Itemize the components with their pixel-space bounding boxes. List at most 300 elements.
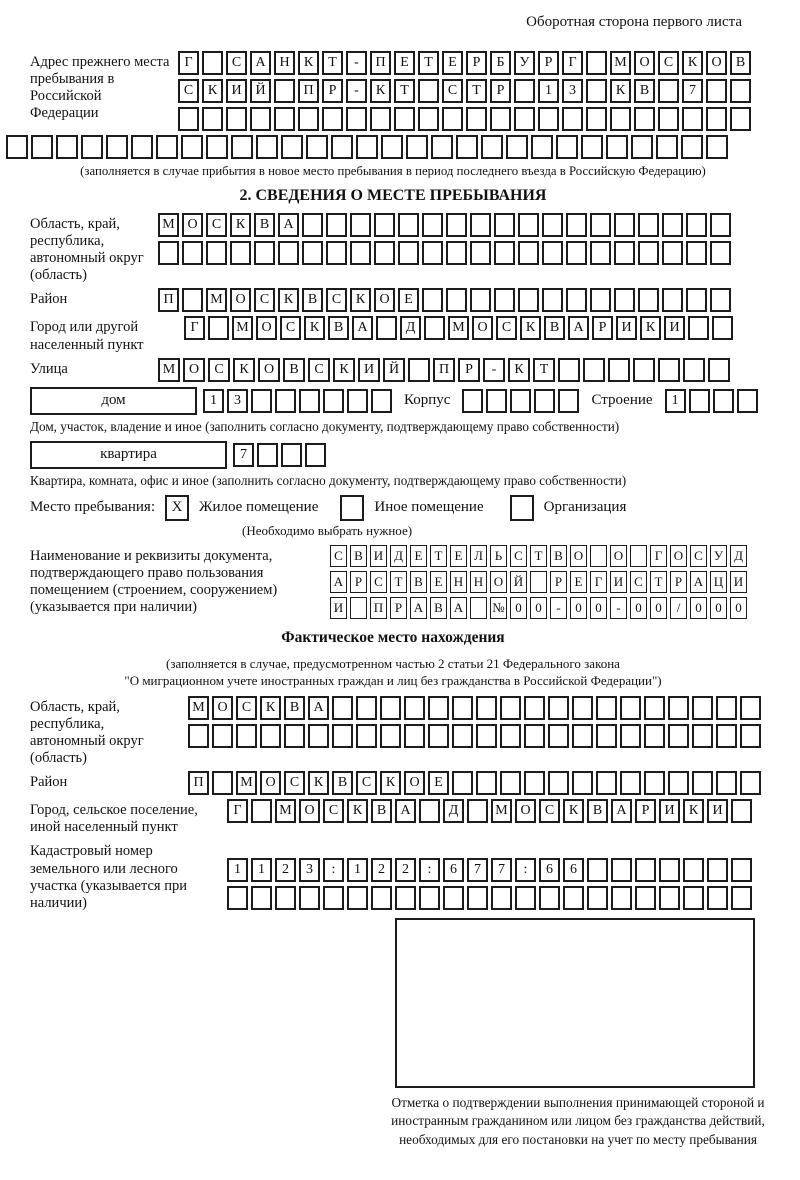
char-cell — [638, 213, 659, 237]
char-cell: 6 — [443, 858, 464, 882]
char-cell — [323, 389, 344, 413]
char-cell: 0 — [690, 597, 707, 619]
char-cell — [322, 107, 343, 131]
char-cell — [686, 213, 707, 237]
char-cell — [539, 886, 560, 910]
char-cell — [370, 107, 391, 131]
char-cell — [257, 443, 278, 467]
char-cell — [731, 858, 752, 882]
char-cell — [524, 724, 545, 748]
char-cell — [558, 358, 580, 382]
char-cell — [467, 886, 488, 910]
char-cell — [706, 135, 728, 159]
char-cell: - — [483, 358, 505, 382]
dom-caption: Дом, участок, владение и иное (заполнить согласно документу, подтверждающему право собственности) — [30, 418, 620, 434]
char-cell: С — [280, 316, 301, 340]
char-cell: Н — [470, 571, 487, 593]
char-cell: С — [208, 358, 230, 382]
char-cell: Р — [466, 51, 487, 75]
s2-ulitsa-boxes — [158, 358, 730, 382]
char-cell — [260, 724, 281, 748]
char-cell: С — [236, 696, 257, 720]
char-cell — [326, 241, 347, 265]
char-cell: П — [370, 51, 391, 75]
char-cell — [515, 886, 536, 910]
char-cell: М — [232, 316, 253, 340]
char-cell — [662, 288, 683, 312]
char-cell — [614, 241, 635, 265]
char-cell: Г — [184, 316, 205, 340]
char-cell: М — [610, 51, 631, 75]
char-cell — [208, 316, 229, 340]
char-cell — [424, 316, 445, 340]
char-cell — [490, 107, 511, 131]
char-cell: Й — [383, 358, 405, 382]
char-cell — [659, 886, 680, 910]
char-cell: П — [370, 597, 387, 619]
char-cell — [524, 771, 545, 795]
char-cell — [644, 771, 665, 795]
char-cell — [510, 389, 531, 413]
prev-address-note: (заполняется в случае прибытия в новое место пребывания в период последнего въезда в Российскую Федерацию) — [80, 164, 706, 178]
char-cell — [682, 107, 703, 131]
s2-kvartira-row — [30, 441, 756, 469]
char-cell — [606, 135, 628, 159]
char-cell — [558, 389, 579, 413]
char-cell: Е — [428, 771, 449, 795]
char-cell — [206, 241, 227, 265]
char-cell — [730, 107, 751, 131]
char-cell — [631, 135, 653, 159]
fact-oblast-boxes-1 — [188, 696, 761, 720]
char-cell — [452, 771, 473, 795]
char-cell — [572, 696, 593, 720]
mesto-row — [30, 495, 756, 521]
char-cell: Р — [635, 799, 656, 823]
section2-title: 2. СВЕДЕНИЯ О МЕСТЕ ПРЕБЫВАНИЯ — [239, 187, 547, 204]
char-cell: В — [302, 288, 323, 312]
char-cell: И — [610, 571, 627, 593]
char-cell — [281, 135, 303, 159]
char-cell: С — [370, 571, 387, 593]
char-cell: К — [520, 316, 541, 340]
char-cell — [467, 799, 488, 823]
char-cell — [371, 389, 392, 413]
checkbox-inoe — [340, 495, 364, 521]
char-cell — [586, 107, 607, 131]
char-cell — [737, 389, 758, 413]
char-cell: О — [570, 545, 587, 567]
char-cell — [683, 358, 705, 382]
doc-row-3 — [330, 597, 747, 619]
char-cell: В — [634, 79, 655, 103]
char-cell — [202, 107, 223, 131]
korpus-boxes — [462, 389, 579, 413]
char-cell: Д — [730, 545, 747, 567]
s2-oblast-boxes-1 — [158, 213, 731, 237]
char-cell: К — [508, 358, 530, 382]
char-cell: 0 — [510, 597, 527, 619]
char-cell — [278, 241, 299, 265]
option-organizatsiya-label: Организация — [543, 499, 627, 516]
char-cell: Т — [418, 51, 439, 75]
char-cell — [380, 724, 401, 748]
char-cell — [630, 545, 647, 567]
char-cell: К — [202, 79, 223, 103]
char-cell: Л — [470, 545, 487, 567]
char-cell — [356, 696, 377, 720]
s2-ulitsa-label: Улица — [30, 360, 68, 377]
s2-raion-boxes — [158, 288, 731, 312]
char-cell — [548, 771, 569, 795]
char-cell: У — [710, 545, 727, 567]
char-cell — [590, 213, 611, 237]
char-cell: И — [616, 316, 637, 340]
char-cell: : — [323, 858, 344, 882]
char-cell — [486, 389, 507, 413]
char-cell: С — [539, 799, 560, 823]
char-cell: Т — [533, 358, 555, 382]
char-cell — [226, 107, 247, 131]
char-cell: 0 — [730, 597, 747, 619]
char-cell — [371, 886, 392, 910]
char-cell — [419, 799, 440, 823]
char-cell: С — [206, 213, 227, 237]
char-cell — [481, 135, 503, 159]
char-cell — [692, 771, 713, 795]
char-cell — [106, 135, 128, 159]
char-cell: 6 — [539, 858, 560, 882]
char-cell — [470, 213, 491, 237]
char-cell — [683, 858, 704, 882]
char-cell — [611, 858, 632, 882]
char-cell: А — [568, 316, 589, 340]
char-cell — [635, 858, 656, 882]
char-cell: О — [490, 571, 507, 593]
char-cell — [212, 771, 233, 795]
char-cell: Н — [450, 571, 467, 593]
char-cell — [620, 771, 641, 795]
char-cell: 1 — [665, 389, 686, 413]
char-cell: А — [330, 571, 347, 593]
char-cell — [206, 135, 228, 159]
char-cell — [56, 135, 78, 159]
char-cell — [712, 316, 733, 340]
doc-row-2 — [330, 571, 747, 593]
char-cell — [518, 241, 539, 265]
char-cell — [308, 724, 329, 748]
char-cell — [587, 886, 608, 910]
char-cell — [707, 858, 728, 882]
char-cell — [614, 213, 635, 237]
page-corner-note: Оборотная сторона первого листа — [526, 14, 742, 30]
char-cell: К — [260, 696, 281, 720]
fact-note-line1: (заполняется в случае, предусмотренном частью 2 статьи 21 Федерального закона — [166, 655, 620, 671]
char-cell — [31, 135, 53, 159]
char-cell — [302, 241, 323, 265]
char-cell: Т — [322, 51, 343, 75]
char-cell: Й — [510, 571, 527, 593]
char-cell — [422, 288, 443, 312]
char-cell: М — [158, 213, 179, 237]
char-cell — [668, 724, 689, 748]
char-cell — [524, 696, 545, 720]
char-cell — [614, 288, 635, 312]
prev-address-row-1 — [178, 51, 751, 75]
s2-oblast-row — [30, 213, 756, 284]
char-cell — [81, 135, 103, 159]
char-cell — [566, 213, 587, 237]
char-cell — [394, 107, 415, 131]
s2-dom-row — [30, 387, 756, 415]
option-zhiloe-label: Жилое помещение — [199, 499, 319, 516]
char-cell — [231, 135, 253, 159]
char-cell — [730, 79, 751, 103]
s2-ulitsa-row — [30, 358, 756, 382]
char-cell: 7 — [682, 79, 703, 103]
char-cell — [275, 886, 296, 910]
char-cell: О — [670, 545, 687, 567]
char-cell — [251, 389, 272, 413]
char-cell: А — [410, 597, 427, 619]
char-cell — [587, 858, 608, 882]
char-cell — [182, 241, 203, 265]
char-cell — [562, 107, 583, 131]
char-cell — [274, 107, 295, 131]
char-cell: Ь — [490, 545, 507, 567]
char-cell: П — [298, 79, 319, 103]
prev-address-overflow-row — [6, 135, 756, 159]
char-cell: В — [254, 213, 275, 237]
char-cell: Г — [650, 545, 667, 567]
char-cell: А — [450, 597, 467, 619]
char-cell — [572, 771, 593, 795]
char-cell: А — [690, 571, 707, 593]
char-cell: О — [706, 51, 727, 75]
char-cell: С — [284, 771, 305, 795]
char-cell — [692, 724, 713, 748]
char-cell — [398, 241, 419, 265]
char-cell — [596, 724, 617, 748]
char-cell: О — [256, 316, 277, 340]
char-cell — [689, 389, 710, 413]
char-cell — [548, 724, 569, 748]
char-cell — [566, 241, 587, 265]
char-cell: А — [611, 799, 632, 823]
char-cell: К — [610, 79, 631, 103]
dom-number-boxes — [203, 389, 392, 413]
char-cell: Ц — [710, 571, 727, 593]
char-cell: С — [630, 571, 647, 593]
char-cell: О — [610, 545, 627, 567]
char-cell: С — [178, 79, 199, 103]
char-cell: И — [659, 799, 680, 823]
char-cell — [470, 288, 491, 312]
char-cell: 1 — [347, 858, 368, 882]
char-cell — [586, 79, 607, 103]
char-cell: В — [550, 545, 567, 567]
mesto-note: (Необходимо выбрать нужное) — [242, 522, 413, 538]
char-cell — [620, 696, 641, 720]
char-cell — [443, 886, 464, 910]
char-cell — [611, 886, 632, 910]
char-cell: В — [283, 358, 305, 382]
s2-gorod-label: Город или другой населенный пункт — [30, 319, 144, 353]
char-cell — [656, 135, 678, 159]
char-cell: С — [690, 545, 707, 567]
s2-raion-label: Район — [30, 291, 68, 308]
kvartira-type-box: квартира — [30, 441, 227, 469]
char-cell: С — [442, 79, 463, 103]
char-cell: - — [346, 51, 367, 75]
char-cell: Е — [450, 545, 467, 567]
doc-label: Наименование и реквизиты документа, подтверждающего право пользования помещением (строением, сооружением) (указывается при наличии) — [30, 547, 278, 615]
char-cell: Т — [390, 571, 407, 593]
char-cell: 1 — [227, 858, 248, 882]
char-cell — [350, 241, 371, 265]
char-cell: К — [233, 358, 255, 382]
char-cell: 3 — [299, 858, 320, 882]
char-cell: О — [258, 358, 280, 382]
char-cell: 3 — [227, 389, 248, 413]
char-cell: - — [346, 79, 367, 103]
char-cell — [494, 288, 515, 312]
char-cell: К — [563, 799, 584, 823]
char-cell: К — [682, 51, 703, 75]
char-cell — [158, 241, 179, 265]
stamp-caption: Отметка о подтверждении выполнения принимающей стороной и иностранным гражданином или лицом без гражданства действий, необходимых для его постановки на учет по месту пребывания — [391, 1094, 765, 1148]
char-cell — [740, 771, 761, 795]
char-cell — [346, 107, 367, 131]
char-cell: - — [550, 597, 567, 619]
char-cell: О — [634, 51, 655, 75]
char-cell — [716, 724, 737, 748]
char-cell: / — [670, 597, 687, 619]
char-cell — [681, 135, 703, 159]
char-cell: Г — [590, 571, 607, 593]
char-cell — [274, 79, 295, 103]
char-cell — [356, 135, 378, 159]
char-cell: И — [730, 571, 747, 593]
prev-address-row-3 — [178, 107, 751, 131]
char-cell: С — [308, 358, 330, 382]
char-cell — [514, 79, 535, 103]
char-cell: : — [515, 858, 536, 882]
char-cell — [662, 241, 683, 265]
char-cell — [419, 886, 440, 910]
char-cell — [431, 135, 453, 159]
char-cell: А — [278, 213, 299, 237]
char-cell: В — [730, 51, 751, 75]
char-cell: 7 — [467, 858, 488, 882]
char-cell — [350, 597, 367, 619]
char-cell — [381, 135, 403, 159]
char-cell: Р — [490, 79, 511, 103]
char-cell: Р — [592, 316, 613, 340]
char-cell — [452, 696, 473, 720]
char-cell — [275, 389, 296, 413]
char-cell: С — [330, 545, 347, 567]
char-cell: 0 — [570, 597, 587, 619]
char-cell — [254, 241, 275, 265]
char-cell — [466, 107, 487, 131]
s2-oblast-boxes-2 — [158, 241, 731, 265]
char-cell: О — [472, 316, 493, 340]
s2-raion-row — [30, 288, 756, 312]
char-cell — [658, 358, 680, 382]
char-cell — [188, 724, 209, 748]
char-cell — [251, 799, 272, 823]
fact-gorod-row — [30, 799, 756, 836]
fact-oblast-boxes-2 — [188, 724, 761, 748]
char-cell — [668, 771, 689, 795]
char-cell — [494, 241, 515, 265]
char-cell: С — [226, 51, 247, 75]
kadastr-boxes-1 — [227, 858, 752, 882]
char-cell: М — [236, 771, 257, 795]
char-cell: Е — [410, 545, 427, 567]
char-cell — [708, 358, 730, 382]
fact-oblast-row — [30, 696, 756, 767]
char-cell: М — [448, 316, 469, 340]
char-cell: 1 — [538, 79, 559, 103]
char-cell — [590, 241, 611, 265]
char-cell: 1 — [203, 389, 224, 413]
mesto-label: Место пребывания: — [30, 499, 155, 516]
char-cell — [500, 696, 521, 720]
checkbox-organizatsiya — [510, 495, 534, 521]
char-cell: И — [330, 597, 347, 619]
char-cell: Т — [530, 545, 547, 567]
char-cell — [332, 696, 353, 720]
char-cell: К — [347, 799, 368, 823]
char-cell — [531, 135, 553, 159]
char-cell: Е — [570, 571, 587, 593]
char-cell: 0 — [530, 597, 547, 619]
char-cell — [635, 886, 656, 910]
char-cell — [6, 135, 28, 159]
char-cell — [347, 886, 368, 910]
char-cell — [476, 696, 497, 720]
char-cell: К — [350, 288, 371, 312]
char-cell — [740, 696, 761, 720]
char-cell — [418, 107, 439, 131]
char-cell: Р — [390, 597, 407, 619]
char-cell — [638, 241, 659, 265]
char-cell — [686, 288, 707, 312]
char-cell — [476, 724, 497, 748]
char-cell: О — [515, 799, 536, 823]
char-cell — [713, 389, 734, 413]
fact-note-line2: "О миграционном учете иностранных граждан и лиц без гражданства в Российской Федерации") — [124, 673, 662, 689]
char-cell: Е — [442, 51, 463, 75]
char-cell: К — [230, 213, 251, 237]
char-cell — [596, 696, 617, 720]
stamp-box — [395, 918, 755, 1088]
char-cell — [662, 213, 683, 237]
char-cell: М — [188, 696, 209, 720]
char-cell — [556, 135, 578, 159]
char-cell: В — [332, 771, 353, 795]
char-cell — [374, 213, 395, 237]
char-cell — [586, 51, 607, 75]
option-inoe-label: Иное помещение — [374, 499, 484, 516]
char-cell — [442, 107, 463, 131]
char-cell: М — [206, 288, 227, 312]
char-cell: И — [358, 358, 380, 382]
char-cell — [131, 135, 153, 159]
char-cell — [634, 107, 655, 131]
